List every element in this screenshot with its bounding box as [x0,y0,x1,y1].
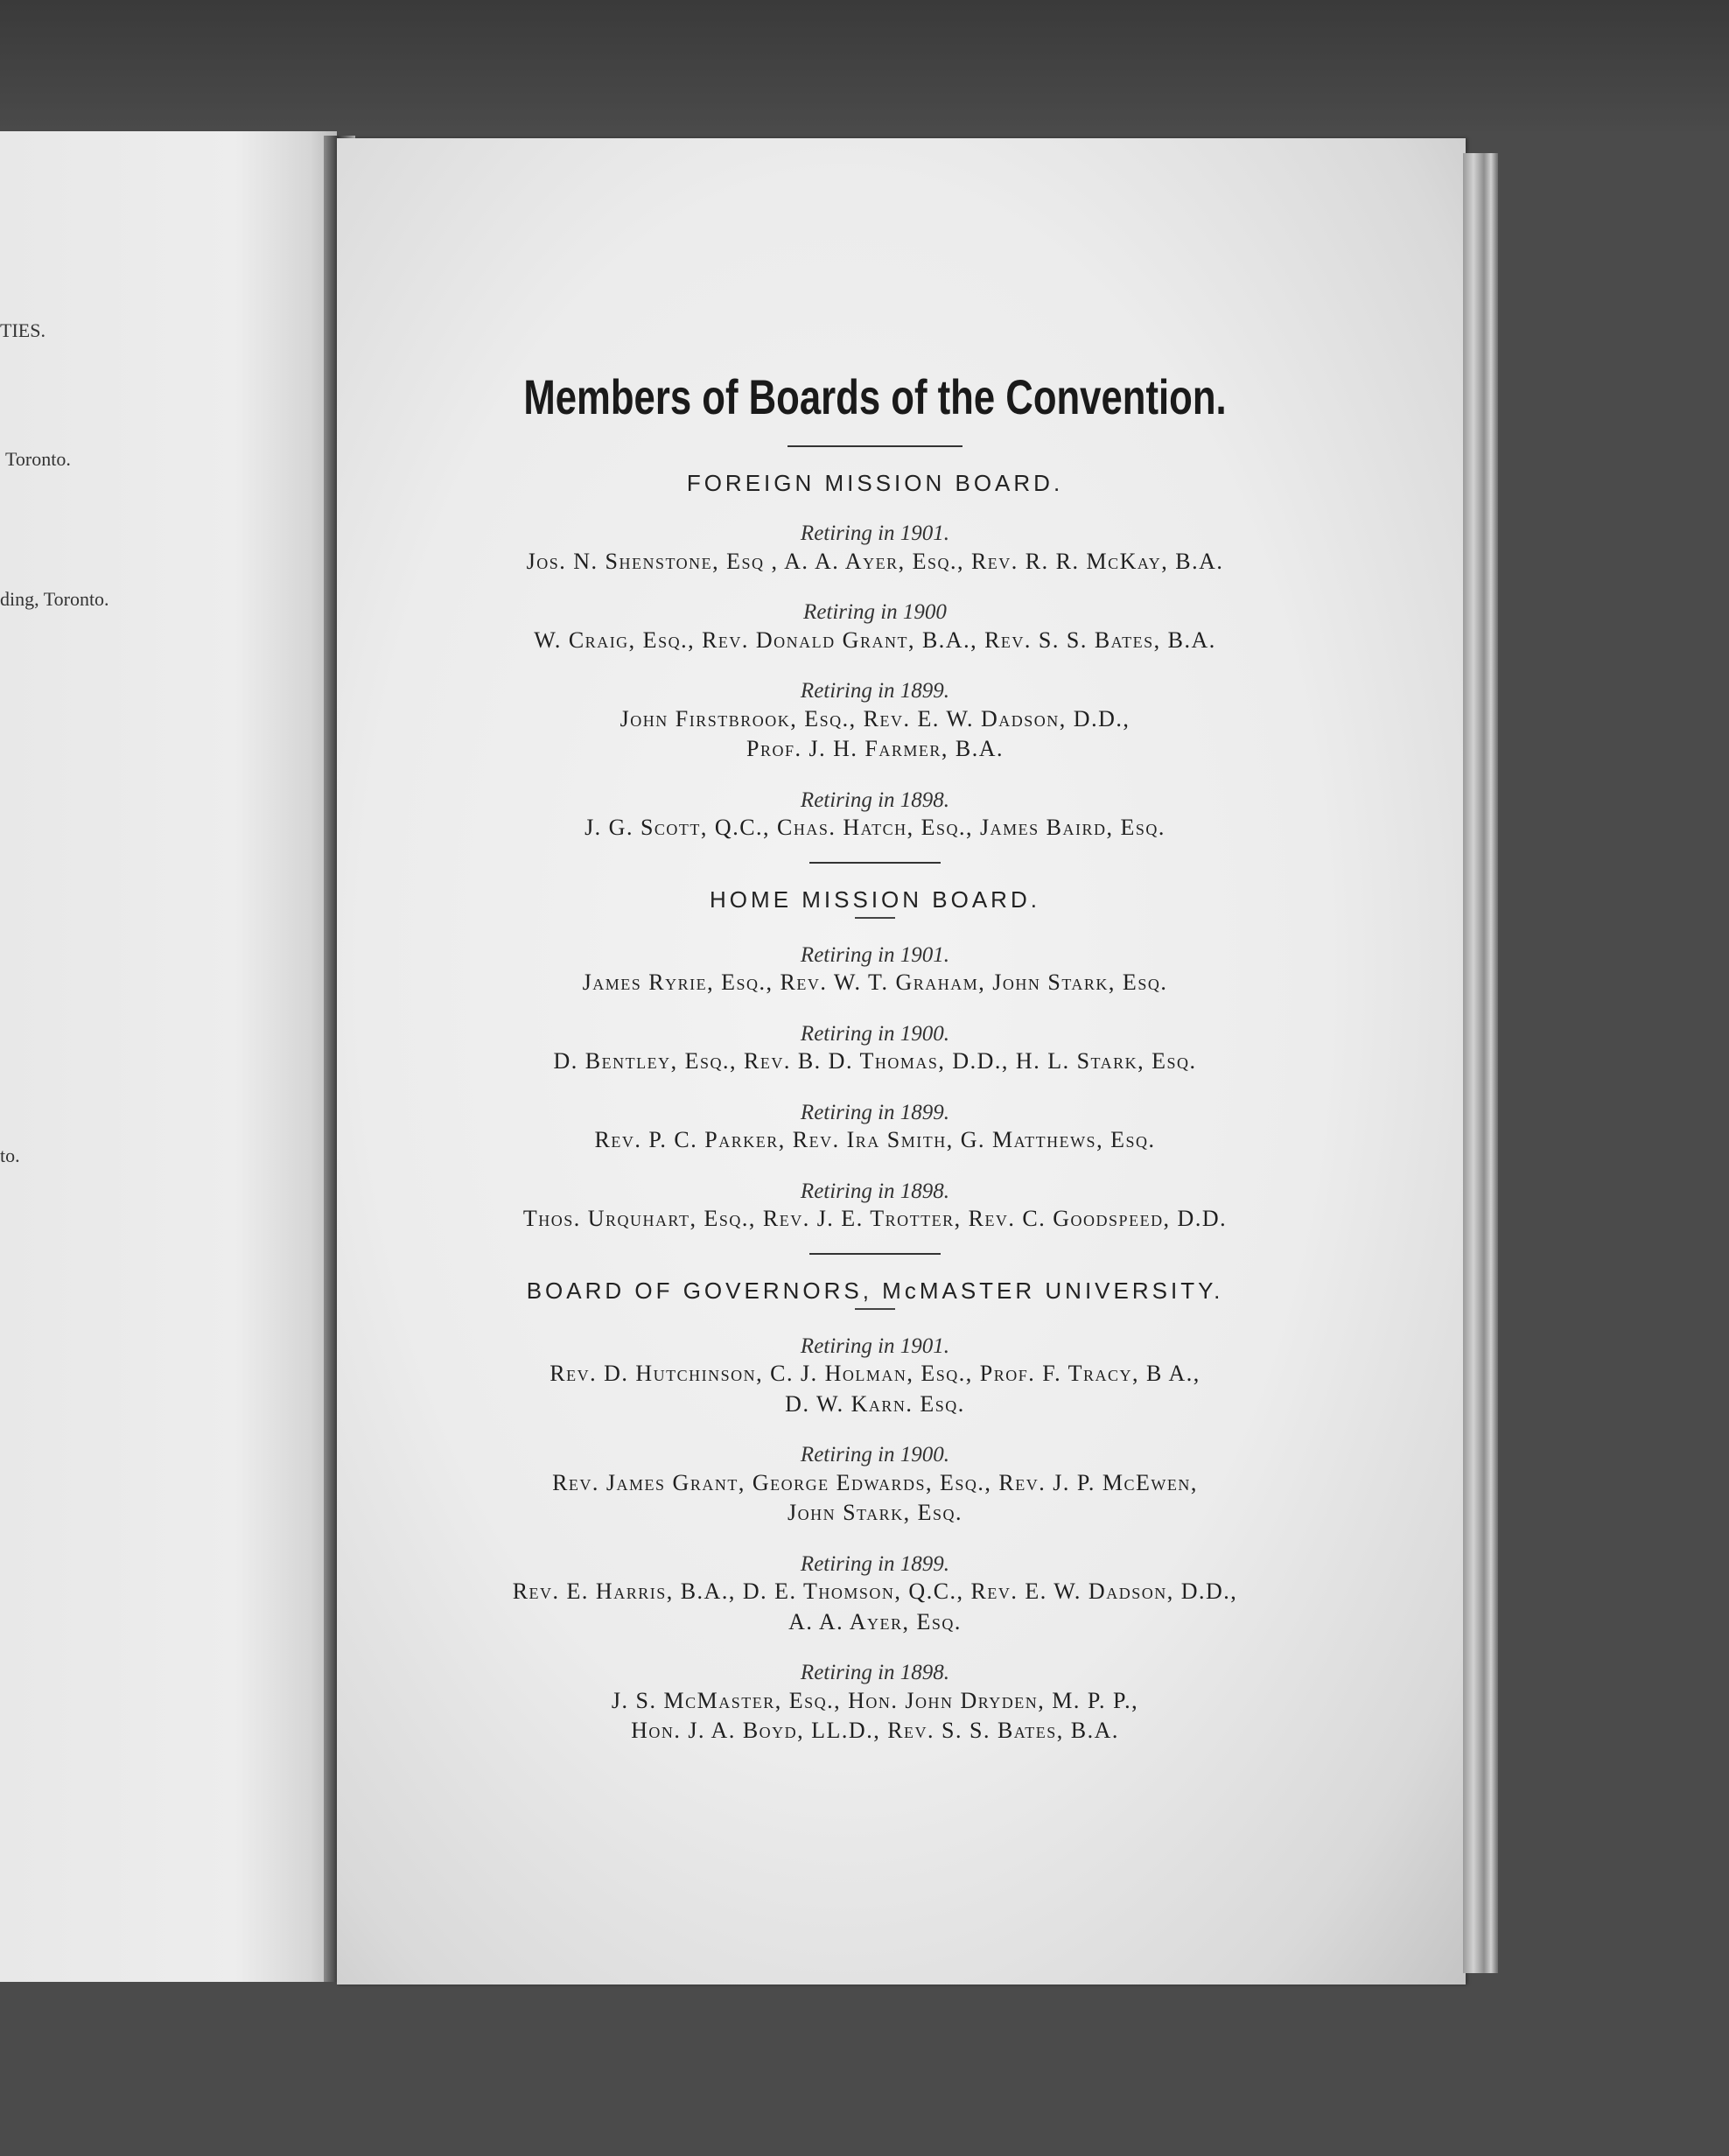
board-heading: HOME MISSION BOARD. [710,886,1040,913]
retiring-label: Retiring in 1901. [800,942,950,967]
member-names: Prof. J. H. Farmer, B.A. [746,736,1004,762]
member-names: J. G. Scott, Q.C., Chas. Hatch, Esq., James Baird, Esq. [584,815,1166,841]
member-names: D. W. Karn. Esq. [785,1390,965,1417]
facing-page [0,131,337,1982]
member-names: Jos. N. Shenstone, Esq , A. A. Ayer, Esq., Rev. R. R. McKay, B.A. [526,548,1224,574]
member-names: W. Craig, Esq., Rev. Donald Grant, B.A., Rev. S. S. Bates, B.A. [534,626,1216,653]
retiring-label: Retiring in 1898. [800,1661,950,1685]
member-names: J. S. McMaster, Esq., Hon. John Dryden, M. P. P., [611,1687,1139,1713]
board-heading: FOREIGN MISSION BOARD. [686,470,1064,497]
retiring-label: Retiring in 1899. [800,679,950,704]
page-content [402,368,1348,1746]
member-names: Rev. P. C. Parker, Rev. Ira Smith, G. Matthews, Esq. [594,1127,1156,1153]
retiring-label: Retiring in 1898. [800,788,950,812]
facing-page-text: Toronto. [5,448,71,470]
retiring-label: Retiring in 1900 [803,600,947,625]
member-names: D. Bentley, Esq., Rev. B. D. Thomas, D.D., H. L. Stark, Esq. [553,1048,1197,1074]
retiring-label: Retiring in 1901. [800,522,950,546]
member-names: Thos. Urquhart, Esq., Rev. J. E. Trotter, Rev. C. Goodspeed, D.D. [522,1206,1228,1232]
retiring-label: Retiring in 1899. [800,1100,950,1124]
facing-page-text: to. [0,1144,20,1166]
background [0,0,1729,131]
retiring-label: Retiring in 1898. [800,1179,950,1203]
member-names: Rev. James Grant, George Edwards, Esq., Rev. J. P. McEwen, [552,1469,1198,1495]
member-names: Hon. J. A. Boyd, LL.D., Rev. S. S. Bates, B.A. [631,1718,1119,1744]
member-names: Rev. E. Harris, B.A., D. E. Thomson, Q.C., Rev. E. W. Dadson, D.D., [512,1578,1238,1605]
heading-underline [855,1308,895,1310]
page-title: Members of Boards of the Convention. [523,369,1227,424]
retiring-label: Retiring in 1900. [800,1021,950,1046]
board-heading: BOARD OF GOVERNORS, McMASTER UNIVERSITY. [526,1277,1224,1304]
member-names: Rev. D. Hutchinson, C. J. Holman, Esq., Prof. F. Tracy, B A., [550,1361,1200,1387]
facing-page-text: TIES. [0,319,46,341]
retiring-label: Retiring in 1901. [800,1334,950,1358]
member-names: John Stark, Esq. [787,1500,963,1526]
section-rule [809,862,941,864]
section-rule [809,1253,941,1255]
heading-underline [855,917,895,919]
page-edge [1463,153,1498,1973]
member-names: James Ryrie, Esq., Rev. W. T. Graham, John Stark, Esq. [582,970,1168,996]
facing-page-text: ding, Toronto. [0,588,109,610]
title-rule [788,445,962,447]
member-names: A. A. Ayer, Esq. [788,1608,962,1634]
member-names: John Firstbrook, Esq., Rev. E. W. Dadson, D.D., [620,705,1130,732]
retiring-label: Retiring in 1900. [800,1443,950,1467]
retiring-label: Retiring in 1899. [800,1551,950,1576]
